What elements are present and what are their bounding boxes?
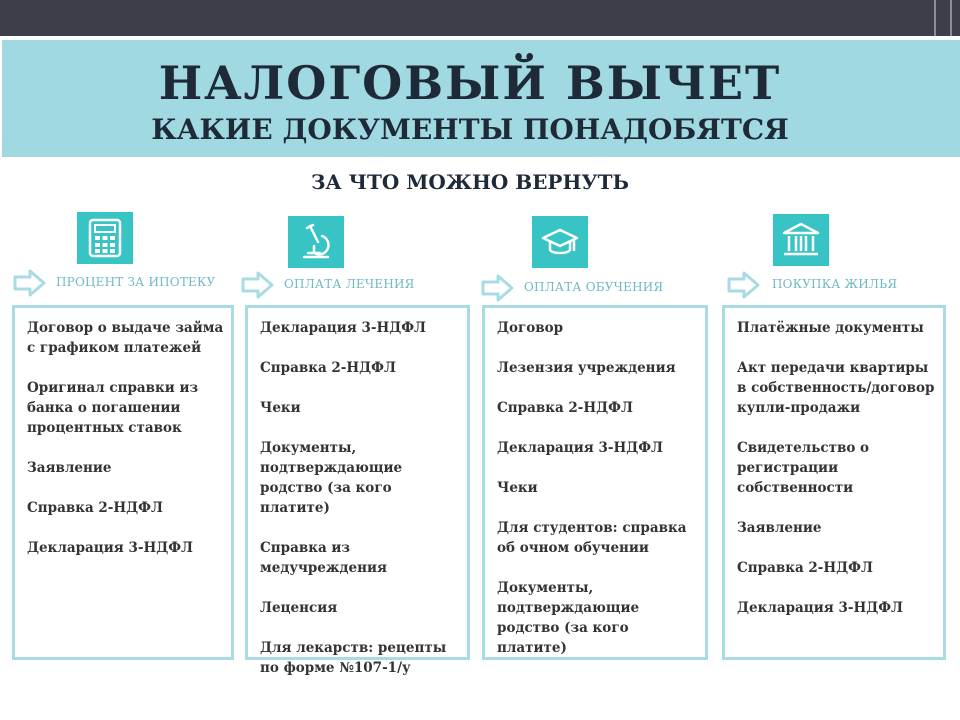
list-item: Декларация 3-НДФЛ — [27, 540, 193, 556]
category-treatment — [240, 270, 470, 300]
list-item: Для лекарств: рецепты по форме №107-1/у — [260, 640, 447, 676]
category-housing — [726, 270, 946, 300]
documents-box-education — [482, 305, 708, 660]
top-bar — [0, 0, 960, 36]
arrow-right-icon — [480, 273, 516, 303]
list-item: Леценсия — [260, 600, 338, 616]
list-item: Справка 2-НДФЛ — [737, 560, 873, 576]
list-item: Декларация 3-НДФЛ — [260, 320, 426, 336]
arrow-right-icon — [726, 270, 762, 300]
microscope-icon — [288, 216, 344, 268]
list-item: Справка 2-НДФЛ — [27, 500, 163, 516]
documents-box-mortgage — [12, 305, 234, 660]
documents-box-treatment — [245, 305, 470, 676]
list-item: Платёжные документы — [737, 320, 924, 336]
list-item: Справка из медучреждения — [260, 540, 387, 576]
list-item: Заявление — [27, 460, 112, 476]
list-item: Для студентов: справка об очном обучении — [497, 520, 687, 556]
arrow-right-icon — [240, 270, 276, 300]
documents-box-housing — [722, 305, 946, 660]
list-item: Чеки — [497, 480, 538, 496]
corner-decoration — [934, 0, 952, 36]
page-title: НАЛОГОВЫЙ ВЫЧЕТ — [158, 56, 782, 110]
list-item: Свидетельство о регистрации собственности — [737, 440, 870, 496]
list-item: Декларация 3-НДФЛ — [497, 440, 663, 456]
list-item: Декларация 3-НДФЛ — [737, 600, 903, 616]
list-item: Акт передачи квартиры в собственность/договор купли-продажи — [737, 360, 935, 416]
category-mortgage — [12, 268, 242, 298]
list-item: Справка 2-НДФЛ — [260, 360, 396, 376]
graduation-cap-icon — [532, 216, 588, 268]
list-item: Документы, подтверждающие родство (за кого платите) — [260, 440, 403, 516]
list-item: Справка 2-НДФЛ — [497, 400, 633, 416]
arrow-right-icon — [12, 268, 48, 298]
category-label: ПРОЦЕНТ ЗА ИПОТЕКУ — [56, 275, 216, 289]
page-subtitle: КАКИЕ ДОКУМЕНТЫ ПОНАДОБЯТСЯ — [151, 113, 789, 146]
category-education — [480, 273, 710, 303]
category-label: ОПЛАТА ОБУЧЕНИЯ — [524, 280, 664, 294]
list-item: Чеки — [260, 400, 301, 416]
calculator-icon — [77, 212, 133, 264]
list-item: Лезензия учреждения — [497, 360, 676, 376]
category-label: ОПЛАТА ЛЕЧЕНИЯ — [284, 277, 415, 291]
list-item: Заявление — [737, 520, 822, 536]
list-item: Договор о выдаче займа с графиком платежей — [27, 320, 224, 356]
category-label: ПОКУПКА ЖИЛЬЯ — [772, 277, 898, 291]
list-item: Оригинал справки из банка о погашении процентных ставок — [27, 380, 199, 436]
list-item: Договор — [497, 320, 564, 336]
building-columns-icon — [773, 214, 829, 266]
section-title: ЗА ЧТО МОЖНО ВЕРНУТЬ — [311, 170, 629, 194]
list-item: Документы, подтверждающие родство (за кого платите) — [497, 580, 640, 656]
